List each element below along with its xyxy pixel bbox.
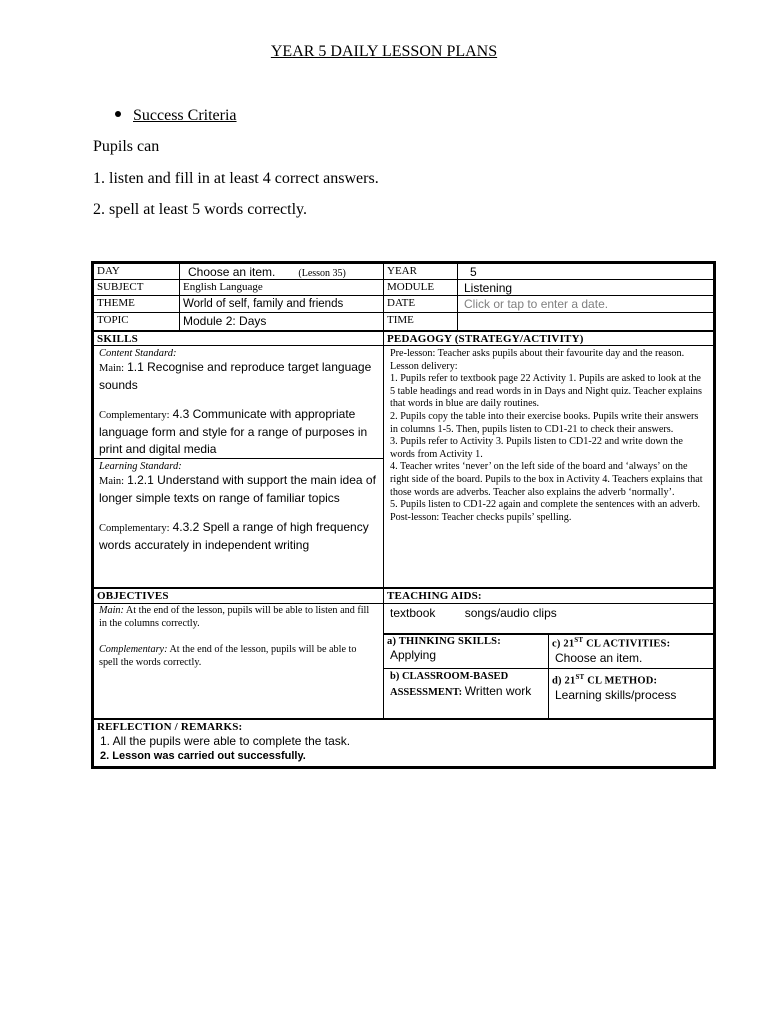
teaching-aids-body-cell (383, 603, 714, 634)
reflection-line: 1. All the pupils were able to complete the task. (100, 734, 351, 748)
lesson-number: (Lesson 35) (298, 268, 346, 279)
topic-value-cell: Module 2: Days (179, 312, 384, 331)
pedagogy-line: 2. Pupils copy the table into their exercise books. Pupils write their answers in columns 1-5. Then, pupils listen to CD1-21 to check their answers. (390, 410, 699, 435)
pedagogy-line: Post-lesson: Teacher checks pupils’ spelling. (390, 511, 572, 523)
reflection-cell: REFLECTION / REMARKS: 1. All the pupils were able to complete the task. 2. Lesson was carried out successfully. (93, 718, 714, 767)
reflection-line: 2. Lesson was carried out successfully. (100, 750, 306, 762)
topic-label-cell: TOPIC (93, 312, 180, 331)
pedagogy-line: 4. Teacher writes ‘never’ on the left side of the board and ‘always’ on the right side of the board. Pupils to the box in Activity 4. Teachers explains that those words are adverbs. Teacher also explains the adverb ‘normally’. (390, 461, 703, 498)
teaching-aid-item: textbook (390, 606, 436, 620)
objectives-header-cell: OBJECTIVES (93, 587, 384, 604)
cl-activities-dropdown[interactable]: Choose an item. (555, 650, 643, 665)
pedagogy-line: 1. Pupils refer to textbook page 22 Activity 1. Pupils are asked to look at the 5 table headings and read words in in Days and Night quiz. Teacher explains that words in blue are daily routines. (390, 373, 702, 410)
learning-main-standard: 1.2.1 Understand with support the main idea of longer simple texts on range of familiar topics (99, 473, 376, 505)
content-main-standard: 1.1 Recognise and reproduce target language sounds (99, 360, 372, 392)
content-standard-label: Content Standard: (99, 348, 177, 359)
module-value-cell: Listening (457, 279, 714, 296)
content-complementary-standard: 4.3 Communicate with appropriate language form and style for a range of purposes in print and digital media (99, 407, 368, 456)
time-value-cell (457, 312, 714, 331)
teaching-aid-item: songs/audio clips (464, 606, 557, 620)
success-criteria-line: 1. listen and fill in at least 4 correct answers. (93, 170, 379, 187)
year-value-cell: 5 (457, 263, 714, 280)
day-label-cell: DAY (93, 263, 180, 280)
pedagogy-line: 3. Pupils refer to Activity 3. Pupils listen to CD1-22 and write down the words from Activity 1. (390, 436, 683, 460)
pedagogy-header-cell: PEDAGOGY (STRATEGY/ACTIVITY) (383, 330, 714, 346)
objectives-body-cell: Main: At the end of the lesson, pupils will be able to listen and fill in the columns correctly. Complementary: At the end of the lesson, pupils will be able to spell the words correctly. (93, 603, 384, 719)
time-label-cell: TIME (383, 312, 458, 331)
success-criteria-line: 2. spell at least 5 words correctly. (93, 201, 308, 218)
skills-header-cell: SKILLS (93, 330, 384, 346)
teaching-aids-header-cell: TEACHING AIDS: (383, 587, 714, 604)
cl-activities-cell: c) 21ST CL ACTIVITIES: Choose an item. (548, 633, 714, 669)
day-value-cell[interactable] (179, 263, 384, 280)
learning-standard-label: Learning Standard: (99, 461, 182, 472)
pedagogy-line: Pre-lesson: Teacher asks pupils about their favourite day and the reason. (390, 348, 685, 359)
bullet-icon (115, 111, 121, 117)
success-criteria-heading: Success Criteria (115, 107, 237, 125)
objective-main: At the end of the lesson, pupils will be able to listen and fill in the columns correctly. (99, 605, 370, 629)
subject-value-cell: English Language (179, 279, 384, 296)
date-label-cell: DATE (383, 295, 458, 313)
day-dropdown[interactable]: Choose an item. (188, 265, 276, 279)
pedagogy-line: Lesson delivery: (390, 360, 458, 372)
pedagogy-line: 5. Pupils listen to CD1-22 again and complete the sentences with an adverb. (390, 499, 701, 511)
assessment-cell: b) CLASSROOM-BASED ASSESSMENT: Written work (383, 668, 549, 719)
theme-label-cell: THEME (93, 295, 180, 313)
module-label-cell: MODULE (383, 279, 458, 296)
year-label-cell: YEAR (383, 263, 458, 280)
theme-value-cell: World of self, family and friends (179, 295, 384, 313)
date-picker[interactable]: Click or tap to enter a date. (464, 297, 609, 311)
date-value-cell[interactable] (457, 295, 714, 313)
page-title: YEAR 5 DAILY LESSON PLANS (270, 43, 498, 60)
learning-complementary-standard: 4.3.2 Spell a range of high frequency words accurately in independent writing (99, 520, 369, 552)
content-standard-cell: Content Standard: Main: 1.1 Recognise and reproduce target language sounds Complementary: 4.3 Communicate with appropriate language form and style for a range of purposes in print and digital media (93, 345, 384, 459)
thinking-skills-cell: a) THINKING SKILLS: Applying (383, 633, 549, 669)
learning-standard-cell: Learning Standard: Main: 1.2.1 Understand with support the main idea of longer simple texts on range of familiar topics Complementary: 4.3.2 Spell a range of high frequency words accurately in independent writing (93, 458, 384, 588)
success-criteria-line: Pupils can (93, 138, 160, 155)
cl-method-cell: d) 21ST CL METHOD: Learning skills/process (548, 668, 714, 719)
pedagogy-body-cell (383, 345, 714, 588)
objective-complementary: At the end of the lesson, pupils will be able to spell the words correctly. (99, 644, 357, 668)
subject-label-cell: SUBJECT (93, 279, 180, 296)
